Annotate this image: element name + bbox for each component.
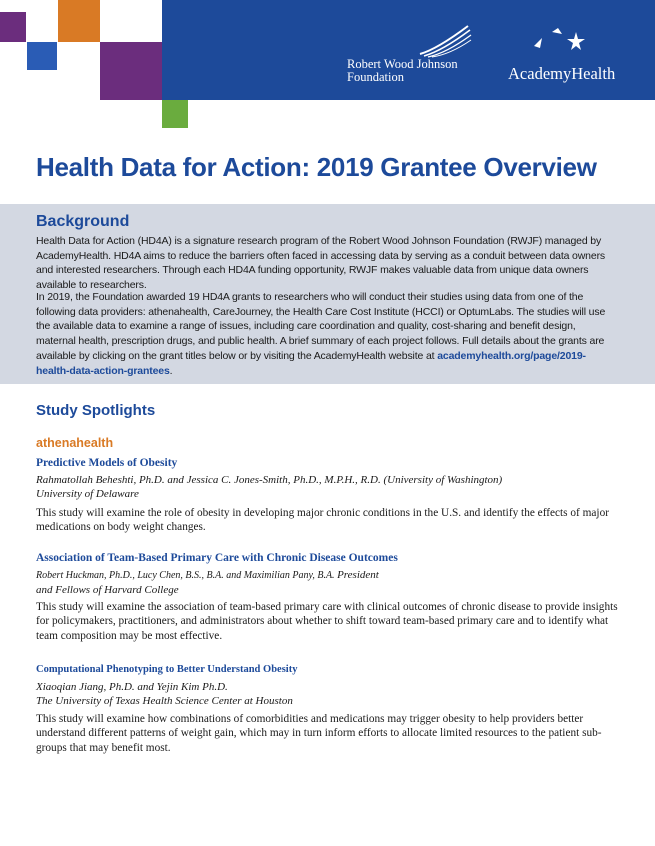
rwjf-logo-text <box>347 58 458 84</box>
background-heading: Background <box>36 213 130 230</box>
study-description: This study will examine the role of obesity in developing major chronic conditions in the U.S. and identify the effects of major medications on body weight changes. <box>36 507 609 534</box>
study-institution: The University of Texas Health Science Center at Houston <box>36 695 293 707</box>
study-title-link[interactable]: Predictive Models of Obesity <box>36 457 178 469</box>
grantees-link[interactable]: academyhealth.org/page/2019-health-data-action-grantees <box>36 349 586 377</box>
study-title-link[interactable]: Computational Phenotyping to Better Understand Obesity <box>36 664 298 675</box>
background-paragraph-2-text: In 2019, the Foundation awarded 19 HD4A grants to researchers who will conduct their studies using data from one of the following data providers: athenahealth, CareJourney, the Health Care Cost Institute (HCCI) or OptumLabs. The studies will use the available data to examine a range of issues, including care coordination and quality, cost-sharing and benefit design, maternal health, prescription drugs, and public health. A brief summary of each project follows. Full details about the grants are available by clicking on the grant titles below or by visiting the AcademyHealth website at <box>36 291 606 362</box>
provider-athenahealth: athenahealth <box>36 436 114 450</box>
study-institution: University of Delaware <box>36 488 139 500</box>
academyhealth-logo-text: AcademyHealth <box>508 64 616 83</box>
decor-square-orange-1 <box>26 0 58 10</box>
background-paragraph-2-end: . <box>169 364 173 377</box>
rwjf-logo-line-1: Robert Wood Johnson <box>347 57 458 71</box>
rwjf-wing-icon <box>418 24 472 58</box>
rwjf-logo-line-2: Foundation <box>347 70 404 84</box>
study-authors-role: President <box>337 569 379 581</box>
study-title-link[interactable]: Association of Team-Based Primary Care with Chronic Disease Outcomes <box>36 552 398 564</box>
decor-square-orange <box>58 0 100 42</box>
study-authors: Xiaoqian Jiang, Ph.D. and Yejin Kim Ph.D. <box>36 681 228 693</box>
decor-square-purple-2 <box>100 42 162 100</box>
background-paragraph-2 <box>36 290 616 378</box>
study-authors <box>36 569 379 581</box>
study-authors-names: Robert Huckman, Ph.D., Lucy Chen, B.S., B.A. and Maximilian Pany, B.A. <box>36 570 335 581</box>
study-authors: Rahmatollah Beheshti, Ph.D. and Jessica C. Jones-Smith, Ph.D., M.P.H., R.D. (University of Washington) <box>36 474 503 486</box>
decor-square-green <box>162 100 188 128</box>
decor-square-purple-1 <box>0 12 26 42</box>
page-title: Health Data for Action: 2019 Grantee Overview <box>36 152 597 182</box>
study-description: This study will examine the association of team-based primary care with clinical outcomes of chronic disease to provide insights for policymakers, practitioners, and administrators about whether to shift toward team-based primary care and to identify what team composition may be most effective. <box>36 601 618 642</box>
background-paragraph-1: Health Data for Action (HD4A) is a signature research program of the Robert Wood Johnson Foundation (RWJF) managed by AcademyHealth. HD4A aims to reduce the barriers often faced in accessing data by serving as a conduit between data owners and interested researchers. Through each HD4A funding opportunity, RWJF makes valuable data from unique data owners available to researchers. <box>36 235 606 292</box>
decor-square-blue <box>27 42 57 70</box>
study-description: This study will examine how combinations of comorbidities and medications may trigger obesity to help providers better understand different patterns of weight gain, which may in turn inform efforts to allocate limited resources to the patient sub-groups that may benefit most. <box>36 713 602 754</box>
academyhealth-stars-icon <box>528 26 594 56</box>
study-institution: and Fellows of Harvard College <box>36 584 179 596</box>
study-spotlights-heading: Study Spotlights <box>36 402 156 419</box>
